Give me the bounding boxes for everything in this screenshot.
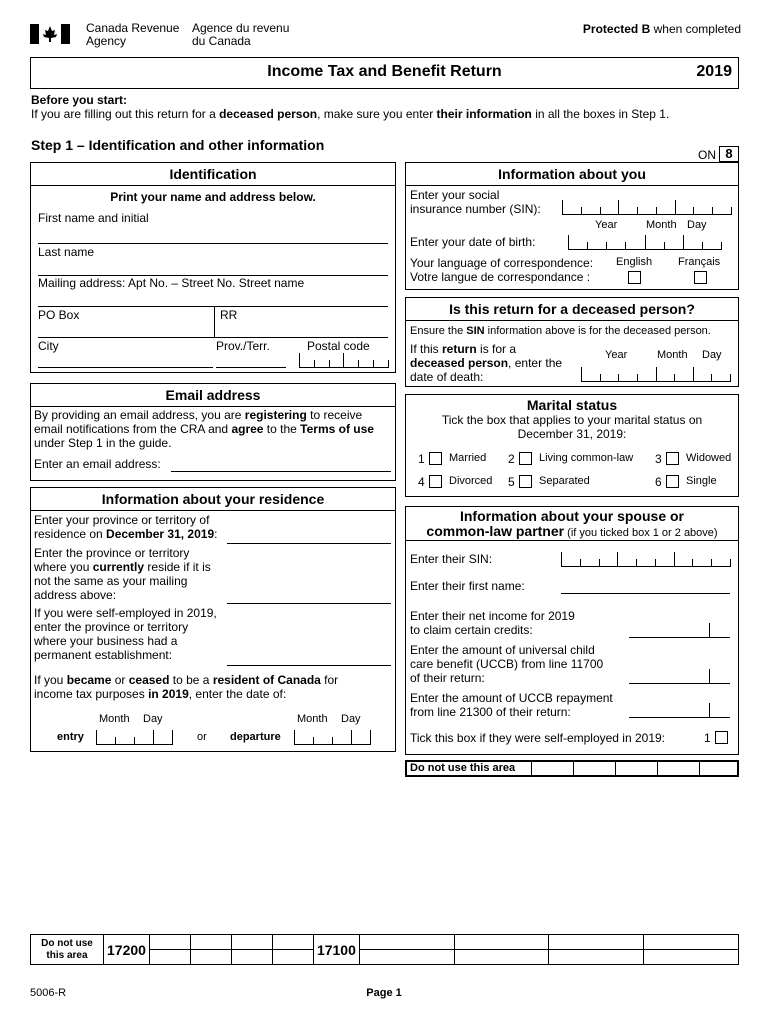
print-instruction: Print your name and address below. xyxy=(110,190,316,204)
marital-header: Marital status xyxy=(526,397,618,413)
departure-date-field[interactable] xyxy=(294,730,371,745)
deceased-section xyxy=(405,297,739,387)
english-checkbox[interactable] xyxy=(628,271,641,284)
widowed-checkbox[interactable] xyxy=(666,452,679,465)
residence-section xyxy=(30,487,396,752)
first-name-label: First name and initial xyxy=(38,211,149,225)
mailing-address-label: Mailing address: Apt No. – Street No. Street name xyxy=(38,276,305,290)
current-province-label: Enter the province or territory where you currently reside if it is not the same as your mailing address above: xyxy=(34,546,211,602)
page-title: Income Tax and Benefit Return xyxy=(267,63,502,80)
single-checkbox[interactable] xyxy=(666,475,679,488)
email-consent-text: By providing an email address, you are registering to receive email notifications from the CRA and agree to the Terms of use under Step 1 in the guide. xyxy=(34,408,374,450)
common-law-label: Living common-law xyxy=(539,452,634,464)
before-you-start: Before you start: xyxy=(31,93,128,107)
page-number: Page 1 xyxy=(366,987,402,999)
common-law-checkbox[interactable] xyxy=(519,452,532,465)
widowed-label: Widowed xyxy=(686,452,732,464)
email-input[interactable] xyxy=(171,471,391,472)
agency-name-en: Canada Revenue Agency xyxy=(86,21,180,48)
province-field[interactable] xyxy=(216,367,286,368)
francais-label: Français xyxy=(678,256,721,268)
language-label-en: Your language of correspondence: xyxy=(410,256,594,270)
sin-field[interactable] xyxy=(562,200,732,215)
spouse-header: Information about your spouse or common-law partner (if you ticked box 1 or 2 above) xyxy=(406,507,738,541)
code-17100: 17100 xyxy=(313,935,359,965)
about-you-section xyxy=(405,162,739,290)
dob-month-label: Month xyxy=(646,219,677,231)
city-field[interactable] xyxy=(38,367,213,368)
death-month-label: Month xyxy=(657,349,688,361)
entry-label: entry xyxy=(57,731,84,743)
dob-day-label: Day xyxy=(687,219,707,231)
marital-num-5: 5 xyxy=(508,475,515,489)
about-you-header: Information about you xyxy=(406,163,738,186)
marital-num-6: 6 xyxy=(655,475,662,489)
uccb-repayment-label: Enter the amount of UCCB repayment from line 21300 of their return: xyxy=(410,691,613,719)
title-bar xyxy=(30,57,739,89)
last-name-label: Last name xyxy=(38,245,95,259)
code-17200: 17200 xyxy=(104,935,150,965)
marital-instruction-1: Tick the box that applies to your marital status on xyxy=(441,413,703,427)
francais-checkbox[interactable] xyxy=(694,271,707,284)
identification-header: Identification xyxy=(31,163,395,186)
province-code: ON xyxy=(698,148,716,162)
do-not-use-label: Do not use this area xyxy=(410,762,516,774)
province-label: Prov./Terr. xyxy=(216,339,270,353)
single-label: Single xyxy=(686,475,717,487)
marital-instruction-2: December 31, 2019: xyxy=(517,427,627,441)
spouse-sin-field[interactable] xyxy=(561,552,731,567)
po-box-field[interactable] xyxy=(38,337,388,338)
or-label: or xyxy=(197,731,207,743)
spouse-sin-label: Enter their SIN: xyxy=(410,552,493,566)
form-number: 5006-R xyxy=(30,987,67,999)
date-of-death-field[interactable] xyxy=(581,367,731,382)
email-section xyxy=(30,383,396,481)
entry-month-label: Month xyxy=(99,713,130,725)
departure-month-label: Month xyxy=(297,713,328,725)
sin-label: Enter your social insurance number (SIN): xyxy=(410,188,541,216)
language-label-fr: Votre langue de correspondance : xyxy=(410,270,591,284)
canada-flag-icon xyxy=(30,24,70,44)
death-year-label: Year xyxy=(605,349,628,361)
bottom-dnu-label: Do not use this area xyxy=(31,935,104,965)
dob-year-label: Year xyxy=(595,219,618,231)
dob-label: Enter your date of birth: xyxy=(410,235,536,249)
spouse-self-employed-label: Tick this box if they were self-employed in 2019: xyxy=(410,731,666,745)
deceased-header: Is this return for a deceased person? xyxy=(406,298,738,321)
province-number: 8 xyxy=(719,146,739,162)
intro-text: If you are filling out this return for a deceased person, make sure you enter their information in all the boxes in Step 1. xyxy=(31,107,670,121)
entry-day-label: Day xyxy=(143,713,163,725)
step1-title: Step 1 – Identification and other information xyxy=(31,137,325,153)
cents-divider xyxy=(709,669,710,683)
do-not-use-area-right xyxy=(405,760,739,777)
residence-province-field[interactable] xyxy=(227,543,391,544)
marital-section xyxy=(405,394,739,497)
death-day-label: Day xyxy=(702,349,722,361)
marital-num-4: 4 xyxy=(418,475,425,489)
spouse-section xyxy=(405,506,739,755)
divider xyxy=(214,306,215,338)
spouse-self-employed-checkbox[interactable] xyxy=(715,731,728,744)
entry-date-field[interactable] xyxy=(96,730,173,745)
first-name-field[interactable] xyxy=(38,243,388,244)
deceased-note: Ensure the SIN information above is for the deceased person. xyxy=(410,325,711,337)
agency-name-fr: Agence du revenu du Canada xyxy=(192,21,290,48)
business-province-label: If you were self-employed in 2019, enter the province or territory where your business had a permanent establishment: xyxy=(34,606,217,662)
business-province-field[interactable] xyxy=(227,665,391,666)
departure-day-label: Day xyxy=(341,713,361,725)
cents-divider xyxy=(709,623,710,637)
self-employed-num: 1 xyxy=(704,731,711,745)
po-box-label: PO Box xyxy=(38,308,80,322)
married-checkbox[interactable] xyxy=(429,452,442,465)
uccb-label: Enter the amount of universal child care benefit (UCCB) from line 11700 of their return: xyxy=(410,643,604,685)
marital-num-2: 2 xyxy=(508,452,515,466)
residence-province-label: Enter your province or territory of residence on December 31, 2019: xyxy=(34,513,218,541)
marital-num-1: 1 xyxy=(418,452,425,466)
uccb-field[interactable] xyxy=(629,683,730,684)
married-label: Married xyxy=(449,452,487,464)
uccb-repayment-field[interactable] xyxy=(629,717,730,718)
mailing-address-field[interactable] xyxy=(38,306,388,307)
spouse-first-name-label: Enter their first name: xyxy=(410,579,525,593)
divorced-checkbox[interactable] xyxy=(429,475,442,488)
english-label: English xyxy=(616,256,653,268)
current-province-field[interactable] xyxy=(227,603,391,604)
identification-section xyxy=(30,162,396,373)
date-of-death-label: If this return is for a deceased person, enter the date of death: xyxy=(410,342,563,384)
postal-code-field[interactable] xyxy=(299,353,389,368)
separated-checkbox[interactable] xyxy=(519,475,532,488)
cents-divider xyxy=(709,703,710,717)
postal-code-label: Postal code xyxy=(307,339,370,353)
departure-label: departure xyxy=(230,731,281,743)
tax-year: 2019 xyxy=(696,63,732,80)
separated-label: Separated xyxy=(539,475,590,487)
divorced-label: Divorced xyxy=(449,475,493,487)
email-label: Enter an email address: xyxy=(34,457,161,471)
residency-date-label: If you became or ceased to be a resident of Canada for income tax purposes in 2019, enter the date of: xyxy=(34,673,339,701)
email-header: Email address xyxy=(31,384,395,407)
bottom-do-not-use-table xyxy=(30,934,739,965)
marital-num-3: 3 xyxy=(655,452,662,466)
city-label: City xyxy=(38,339,59,353)
residence-header: Information about your residence xyxy=(31,488,395,511)
spouse-first-name-field[interactable] xyxy=(561,593,730,594)
spouse-net-income-field[interactable] xyxy=(629,637,730,638)
dob-field[interactable] xyxy=(568,235,722,250)
protected-label: Protected B when completed xyxy=(582,22,741,36)
rr-label: RR xyxy=(220,308,238,322)
spouse-net-income-label: Enter their net income for 2019 to claim certain credits: xyxy=(410,609,575,637)
